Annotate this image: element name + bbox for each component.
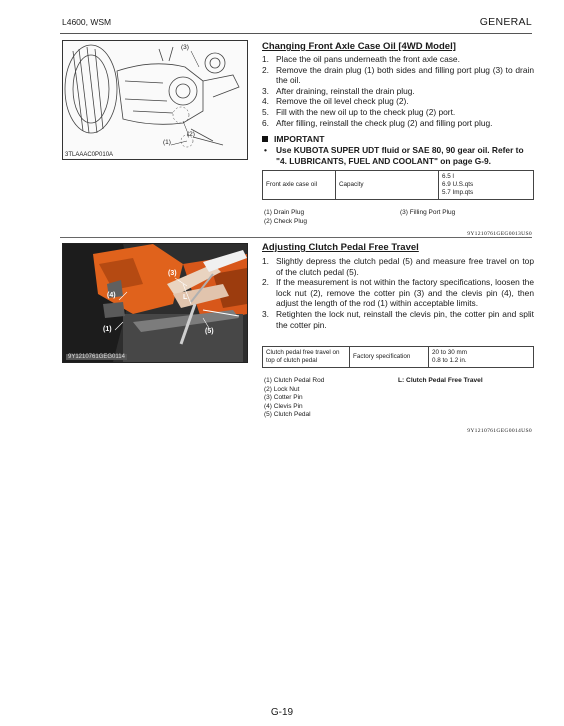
clutch-pedal-photo bbox=[62, 243, 248, 363]
callout-2: (2) bbox=[187, 131, 195, 138]
header-rule bbox=[60, 33, 532, 34]
table-item-cell: Clutch pedal free travel on top of clutch pedal bbox=[263, 347, 350, 368]
step: 1. Place the oil pans underneath the front axle case. bbox=[262, 54, 460, 64]
table-value-cell: 20 to 30 mm 0.8 to 1.2 in. bbox=[429, 347, 534, 368]
front-axle-drawing bbox=[63, 41, 247, 159]
section1-labels-left: (1) Drain Plug (2) Check Plug bbox=[264, 209, 307, 225]
important-square-icon bbox=[262, 136, 268, 142]
header-section: GENERAL bbox=[479, 16, 532, 28]
bullet-icon: • bbox=[264, 145, 267, 155]
header-model: L4600, WSM bbox=[62, 17, 112, 27]
step: 3. After draining, reinstall the drain plug. bbox=[262, 85, 415, 96]
photo-callout-L: L bbox=[183, 294, 188, 301]
step: 6. After filling, reinstall the check plug (2) and filling port plug. bbox=[262, 117, 493, 128]
section2-labels: (1) Clutch Pedal Rod (2) Lock Nut (3) Cotter Pin (4) Clevis Pin (5) Clutch Pedal bbox=[264, 377, 325, 418]
table-spec-cell: Capacity bbox=[336, 171, 439, 200]
clutch-photo-drawing bbox=[63, 244, 247, 362]
section1-labels-right: (3) Filling Port Plug bbox=[400, 209, 456, 216]
important-heading: IMPORTANT bbox=[262, 134, 324, 144]
front-axle-figure bbox=[62, 40, 248, 160]
section1-code: 9Y1210761GEG0013US0 bbox=[467, 231, 532, 237]
photo-callout-4: (4) bbox=[107, 292, 116, 299]
step: 3. Retighten the lock nut, reinstall the clevis pin, the cotter pin and split the cotter pin. bbox=[262, 308, 534, 330]
photo-callout-1: (1) bbox=[103, 326, 112, 333]
callout-1: (1) bbox=[163, 139, 171, 146]
important-note: • Use KUBOTA SUPER UDT fluid or SAE 80, 90 gear oil. Refer to "4. LUBRICANTS, FUEL AND COOLANT" on page G-9. bbox=[264, 145, 524, 166]
table-value-cell: 6.5 l 6.9 U.S.qts 5.7 Imp.qts bbox=[439, 171, 534, 200]
page-number: G-19 bbox=[270, 707, 294, 718]
step: 4. Remove the oil level check plug (2). bbox=[262, 96, 409, 107]
figure-code: 3TLAAAC0P010A bbox=[65, 152, 114, 158]
table-item-cell: Front axle case oil bbox=[263, 171, 336, 200]
photo-callout-3: (3) bbox=[168, 270, 177, 277]
callout-3: (3) bbox=[181, 44, 189, 51]
step: 2. Remove the drain plug (1) both sides and filling port plug (3) to drain the oil. bbox=[262, 64, 534, 86]
section1-steps bbox=[262, 54, 534, 128]
step: 1. Slightly depress the clutch pedal (5) and measure free travel on top of the clutch pedal (5). bbox=[262, 256, 534, 277]
clutch-spec-table bbox=[262, 346, 534, 368]
section1-title: Changing Front Axle Case Oil [4WD Model] bbox=[262, 41, 456, 52]
photo-callout-5: (5) bbox=[205, 328, 214, 335]
table-spec-cell: Factory specification bbox=[350, 347, 429, 368]
photo-code: 9Y1210761GEG0114 bbox=[68, 354, 125, 360]
section-divider bbox=[60, 237, 532, 238]
section2-steps bbox=[262, 256, 534, 330]
step: 2. If the measurement is not within the factory specifications, loosen the lock nut (2), remove the cotter pin (3) and the clevis pin (4), then adjust the length of the rod (1) within acceptable limits. bbox=[262, 277, 534, 309]
section2-code: 9Y1210761GEG0014US0 bbox=[467, 428, 532, 434]
section2-title: Adjusting Clutch Pedal Free Travel bbox=[262, 242, 419, 253]
legend-free-travel: L: Clutch Pedal Free Travel bbox=[398, 377, 483, 384]
step: 5. Fill with the new oil up to the check plug (2) port. bbox=[262, 106, 456, 117]
oil-capacity-table bbox=[262, 170, 534, 200]
